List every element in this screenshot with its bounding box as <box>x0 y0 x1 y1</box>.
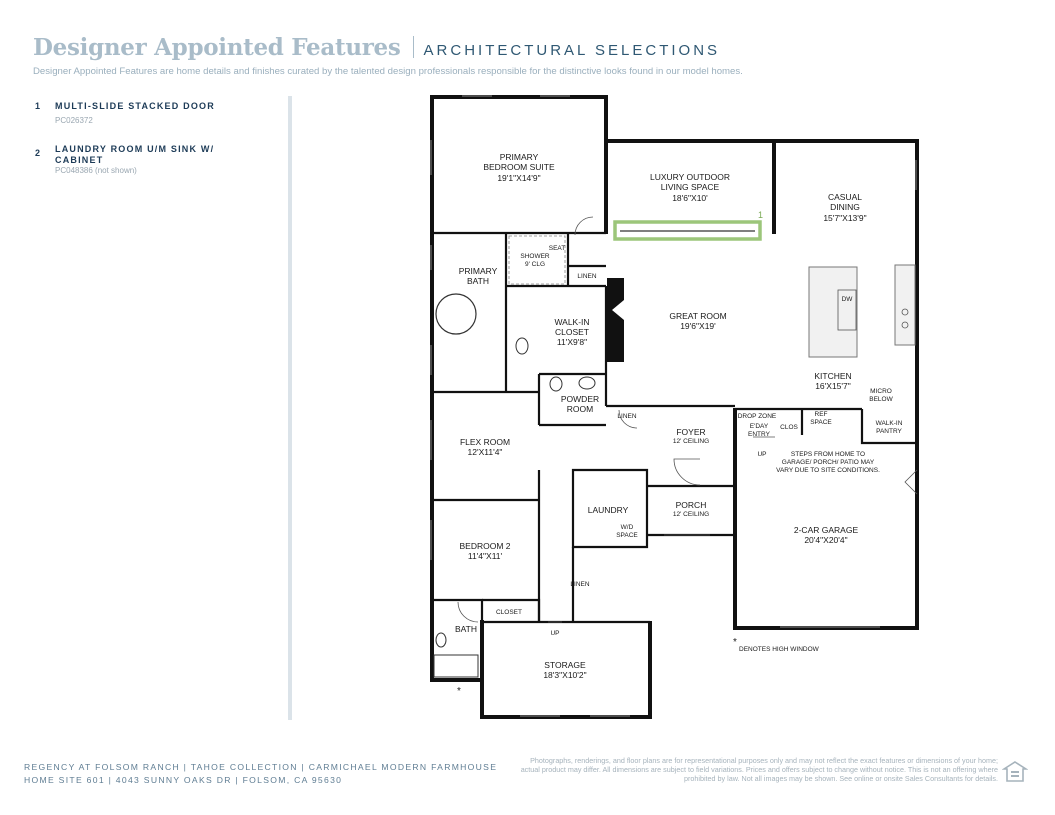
appliance-label: MICRO <box>870 388 892 395</box>
room-label: GREAT ROOM <box>669 311 727 321</box>
room-dimensions: 19'6"X19' <box>680 321 716 331</box>
sink-icon <box>579 377 595 389</box>
stair-label: UP <box>757 451 767 458</box>
page-description: Designer Appointed Features are home details and finishes curated by the talented design professionals responsible for the distinctive looks found in our model homes. <box>33 66 743 77</box>
feature-number: 2 <box>35 148 41 158</box>
room-label: WALK-IN <box>554 317 590 327</box>
room-label: PRIMARY <box>499 152 539 162</box>
room-label: KITCHEN <box>814 371 852 381</box>
room-label: CLOSET <box>554 327 590 337</box>
room-label: POWDER <box>560 394 600 404</box>
room-label: 2-CAR GARAGE <box>793 525 859 535</box>
room-dimensions: 15'7"X13'9" <box>823 213 867 223</box>
room-dimensions: 20'4"X20'4" <box>804 535 848 545</box>
feature-code: PC048386 (not shown) <box>55 166 137 175</box>
room-dimensions: 18'6"X10' <box>672 193 708 203</box>
room-label: W/D <box>620 524 634 531</box>
page-subtitle: ARCHITECTURAL SELECTIONS <box>423 42 721 59</box>
page-title: Designer Appointed Features <box>33 34 401 61</box>
high-window-asterisk: * <box>733 637 737 648</box>
room-label: 12' CEILING <box>672 438 710 445</box>
room-label: DINING <box>830 202 860 212</box>
footer-line-1: REGENCY AT FOLSOM RANCH | TAHOE COLLECTION | CARMICHAEL MODERN FARMHOUSE <box>24 762 498 772</box>
room-dimensions: 19'1"X14'9" <box>497 173 541 183</box>
room-label: LIVING SPACE <box>660 182 720 192</box>
room-dimensions: 16'X15'7" <box>815 381 851 391</box>
fireplace <box>607 278 624 362</box>
footer-line-2: HOME SITE 601 | 4043 SUNNY OAKS DR | FOLSOM, CA 95630 <box>24 775 343 785</box>
room-dimensions: 18'3"X10'2" <box>543 670 587 680</box>
note-text: VARY DUE TO SITE CONDITIONS. <box>776 467 880 474</box>
room-label: DROP ZONE <box>737 413 777 420</box>
entry-steps <box>548 437 775 622</box>
equal-housing-icon <box>1002 760 1028 784</box>
high-window-asterisk: * <box>457 686 461 697</box>
room-label: 9' CLG <box>524 261 546 268</box>
room-label: FLEX ROOM <box>459 437 511 447</box>
kitchen-island <box>809 267 857 357</box>
feature-number: 1 <box>35 101 41 111</box>
room-label: E'DAY <box>749 423 769 430</box>
high-window-note: DENOTES HIGH WINDOW <box>739 646 819 653</box>
room-label: SPACE <box>616 532 638 539</box>
room-label: CASUAL <box>827 192 863 202</box>
room-label: STORAGE <box>544 660 586 670</box>
room-dimensions: 12'X11'4" <box>467 447 503 457</box>
toilet-icon <box>516 338 528 354</box>
toilet-icon <box>550 377 562 391</box>
feature-code: PC026372 <box>55 116 93 125</box>
room-label: BATH <box>454 624 478 634</box>
appliance-label: BELOW <box>869 396 893 403</box>
feature-callout-1: 1 <box>758 210 764 220</box>
stair-label: UP <box>550 630 560 637</box>
shower-outline <box>509 236 565 284</box>
room-label: BEDROOM 2 <box>459 541 511 551</box>
room-label: PRIMARY <box>458 266 498 276</box>
room-label: LINEN <box>617 413 637 420</box>
room-label: LINEN <box>577 273 597 280</box>
room-label: PANTRY <box>876 428 902 435</box>
appliance-label: REF <box>814 411 828 418</box>
bathtub-icon <box>436 294 476 334</box>
room-label: CLOS <box>780 424 798 431</box>
appliance-label: SPACE <box>810 419 832 426</box>
room-label: WALK-IN <box>875 420 903 427</box>
range-counter <box>895 265 915 345</box>
room-label: SHOWER <box>520 253 550 260</box>
footer-address <box>24 761 497 787</box>
footer-disclaimer: Photographs, renderings, and floor plans are for representational purposes only and may not reflect the exact features or dimensions of your home; actual product may differ. All dimensions are subject to field variations. Prices and offers subject to change without notice. This is not an offering where prohibited by law. Not all images may be shown. See online or onsite Sales Consultants for details. <box>520 756 998 783</box>
room-label: BATH <box>466 276 490 286</box>
room-label: LUXURY OUTDOOR <box>650 172 730 182</box>
room-label: PORCH <box>675 500 707 510</box>
bathtub-icon <box>434 655 478 677</box>
feature-title: MULTI-SLIDE STACKED DOOR <box>55 101 215 111</box>
room-label: 12' CEILING <box>672 511 710 518</box>
feature-title: LAUNDRY ROOM U/M SINK W/ CABINET <box>55 144 215 165</box>
note-text: GARAGE/ PORCH/ PATIO MAY <box>781 459 875 466</box>
room-label: BEDROOM SUITE <box>483 162 555 172</box>
toilet-icon <box>436 633 446 647</box>
room-label: LINEN <box>570 581 590 588</box>
note-text: STEPS FROM HOME TO <box>790 451 866 458</box>
room-dimensions: 11'4"X11' <box>467 551 503 561</box>
room-dimensions: 11'X9'8" <box>556 337 588 347</box>
appliance-label: DW <box>841 296 853 303</box>
room-label: CLOSET <box>495 609 523 616</box>
room-label: ROOM <box>566 404 594 414</box>
room-label: SEAT <box>548 245 566 252</box>
room-label: FOYER <box>676 427 706 437</box>
room-label: ENTRY <box>748 431 770 438</box>
room-label: LAUNDRY <box>587 505 629 515</box>
